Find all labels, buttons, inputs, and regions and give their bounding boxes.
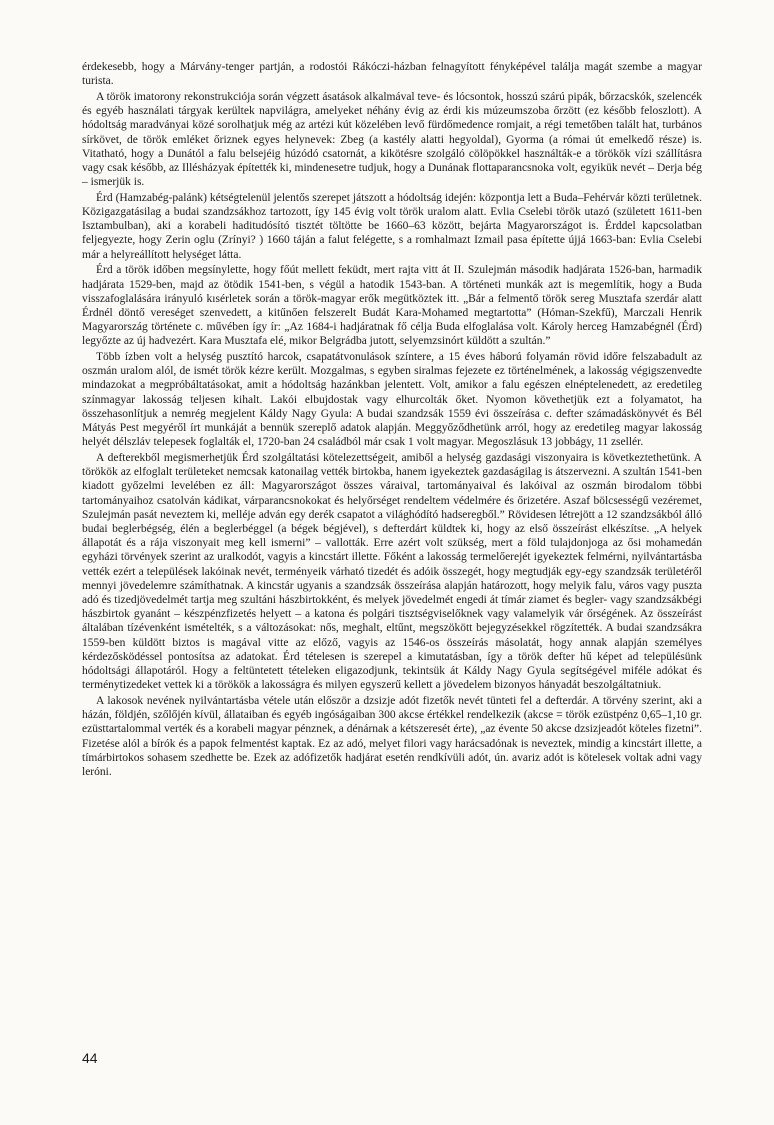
page-number: 44 (82, 1050, 98, 1066)
paragraph-6: A defterekből megismerhetjük Érd szolgáltatási kötelezettségeit, amiből a helység gazdasági viszonyaira is következtethetünk. A törökök az elfoglalt területeket nemcsak katonailag vették birtokba, hanem igyekeztek gazdaságilag is átszervezni. A szultán 1541-ben kiadott győzelmi levelében ez áll: Magyarországot összes váraival, tartományaival és lakóival az oszmán birodalom többi tartományaihoz csatolván kádikat, várparancsnokokat és helyőrséget rendeltem védelmére és őrizetére. Aszaf bölcsességű vezéremet, Szulejmán pasát neveztem ki, melléje adván egy derék csapatot a világhódító hadseregből.” Rövidesen létrejött a 12 szandzsákból álló budai beglerbégség, élén a beglerbéggel (a bégek bégjével), s defterdárt küldtek ki, hogy az első összeírást elkészítse. „A helyek állapotát és a rája viszonyait meg kell ismerni” – vallották. Erre azért volt szükség, mert a föld tulajdonjoga az ősi mohamedán egyházi törvények szerint az uralkodót, vagyis a kincstárt illette. Főként a lakosság termelőerejét igyekeztek felmérni, nyilvántartásba vették ezért a települések lakóinak nevét, terményeik várható tizedét és adóik összegét, hogy megtudják egy-egy szandzsák területéről mennyi jövedelemre számíthatnak. A kincstár ugyanis a szandzsák összeírása alapján határozott, hogy melyik falu, város vagy puszta adó és tizedjövedelmét tartja meg szultáni hászbirtokként, és melyek jövedelmét engedi át tímár ziamet és begler- vagy szandzsákbégi hászbirtok gyanánt – készpénzfizetés helyett – a katona és polgári tisztségviselőknek vagy valamelyik vár őrségének. Az összeírást általában tízévenként ismételték, s a változásokat: nős, meghalt, eltűnt, megszökött bejegyzésekkel rögzítették. A budai szandzsákra 1559-ben küldött biztos is magával vitte az előző, vagyis az 1546-os összeírás másolatát, hogy annak alapján személyes kérdezősködéssel pontosítsa az adatokat. Érd tételesen is szerepel a kimutatásban, így a török defter hű képet ad településünk hódoltsági állapotáról. Hogy a feltüntetett tételeken eligazodjunk, tekintsük át Káldy Nagy Gyula segítségével miféle adókat és terménytizedeket vettek ki a törökök a lakosságra és milyen egyszerű kellett a jövedelem bizonyos hányadát beszolgáltatniuk. (82, 451, 702, 692)
paragraph-4: Érd a török időben megsínylette, hogy főút mellett feküdt, mert rajta vitt át II. Szulejmán második hadjárata 1526-ban, harmadik hadjárata 1529-ben, majd az ötödik 1541-ben, s végül a hatodik 1543-ban. A történeti munkák azt is megemlítik, hogy a Buda visszafoglalására irányuló kısérletek során a török-magyar erők megütköztek itt. „Bár a felmentő török sereg Musztafa szerdár alatt Érdnél döntő vereséget szenvedett, a kitűnően felszerelt Budát Kara-Mohamed megtartotta” (Hóman-Szekfű), Marczali Henrik Magyarország története c. művében így ír: „Az 1684-i hadjáratnak fő célja Buda elfoglalása volt. Károly herceg Hamzabégnél (Érd) legyőzte az új hadvezért. Kara Musztafa elé, mikor Belgrádba jutott, selyemzsinórt küldött a szultán.” (82, 264, 702, 348)
paragraph-2: A török imatorony rekonstrukciója során végzett ásatások alkalmával teve- és lócsontok, hosszú szárú pipák, bőrzacskók, szelencék és egyéb használati tárgyak kerültek napvilágra, amelyeket néhány évig az érdi kis múzeumszoba őrzött (ez később feloszlott). A hódoltság maradványai közé sorolhatjuk még az artézi kút közelében levő fürdőmedence romjait, a régi temetőben talált hat, turbános sírkövet, de török emléket őriznek egyes helynevek: Zbeg (a kastély alatti hegyoldal), Gyorma (a római út emelkedő része) is. Vitatható, hogy a Dunától a falu belsejéig húzódó csatornát, a kikötésre szolgáló cölöpökkel használták-e a törökök vízi szállításra vagy csak később, az Illésházyak építették ki, mindenesetre tudjuk, hogy a Dunának flottaparancsnoka volt, egyikük nevét – Derja bég – ismerjük is. (82, 90, 702, 189)
paragraph-7: A lakosok nevének nyilvántartásba vétele után először a dzsizje adót fizetők nevét tünteti fel a defterdár. A törvény szerint, aki a házán, földjén, szőlőjén kívül, állataiban és egyéb ingóságaiban 300 akcse értékkel rendelkezik (akcse = török ezüstpénz 0,65–1,10 gr. ezüsttartalommal verték és a korabeli magyar pénznek, a dénárnak a kétszeresét érte), „az évente 50 akcse dzsizjeadót köteles fizetni”. Fizetése alól a bírók és a papok felmentést kaptak. Ez az adó, melyet filori vagy harácsadónak is neveztek, mindig a kincstárt illette, a tímárbirtokos sohasem szedhette be. Ezek az adófizetők hadjárat esetén rendkívüli adót, ún. avariz adót is kötelesek voltak adni vagy leróni. (82, 694, 702, 778)
paragraph-3: Érd (Hamzabég-palánk) kétségtelenül jelentős szerepet játszott a hódoltság idején: központja lett a Buda–Fehérvár közti területnek. Közigazgatásilag a budai szandzsákhoz tartozott, így 145 évig volt török uralom alatt. Evlia Cselebi török utazó (született 1611-ben Isztambulban), aki a korabeli haditudósító tisztét töltötte be 1660–63 között, bejárta Magyarországot is. Érddel kapcsolatban feljegyezte, hogy Zerin oglu (Zrínyi? ) 1660 táján a falut felégette, s a romhalmazt Izmail pasa építette újjá 1663-ban: Evlia Cselebi már a helyreállított helységet látta. (82, 191, 702, 261)
paragraph-5: Több ízben volt a helység pusztító harcok, csapatátvonulások színtere, a 15 éves háború folyamán rövid időre felszabadult az oszmán uralom alól, de ismét török kézre került. Mozgalmas, s egyben siralmas fejezete ez történelmének, a lakosság végigszenvedte mindazokat a megpróbáltatásokat, amit a hódoltság hazánkban jelentett. Volt, amikor a falu egészen elnéptelenedett, az eredetileg színmagyar lakosság teljesen kihalt. Lakói elbujdostak vagy elhurcolták őket. Nyomon követhetjük ezt a folyamatot, ha összehasonlítjuk a nemrég megjelent Káldy Nagy Gyula: A budai szandzsák 1559 évi összeírása c. defter számadáskönyvét és Bél Mátyás Pest megyéről írt munkáját a bennük szereplő adatok alapján. Meggyőződhetünk arról, hogy az eredetileg magyar lakosság helyét délszláv telepesek foglalták el, 1720-ban 24 családból már csak 1 volt magyar. Megoszlásuk 13 jobbágy, 11 zsellér. (82, 351, 702, 449)
document-page (82, 60, 702, 781)
paragraph-1: érdekesebb, hogy a Márvány-tenger partján, a rodostói Rákóczi-házban felnagyított fényképével találja magát szembe a magyar turista. (82, 61, 702, 88)
